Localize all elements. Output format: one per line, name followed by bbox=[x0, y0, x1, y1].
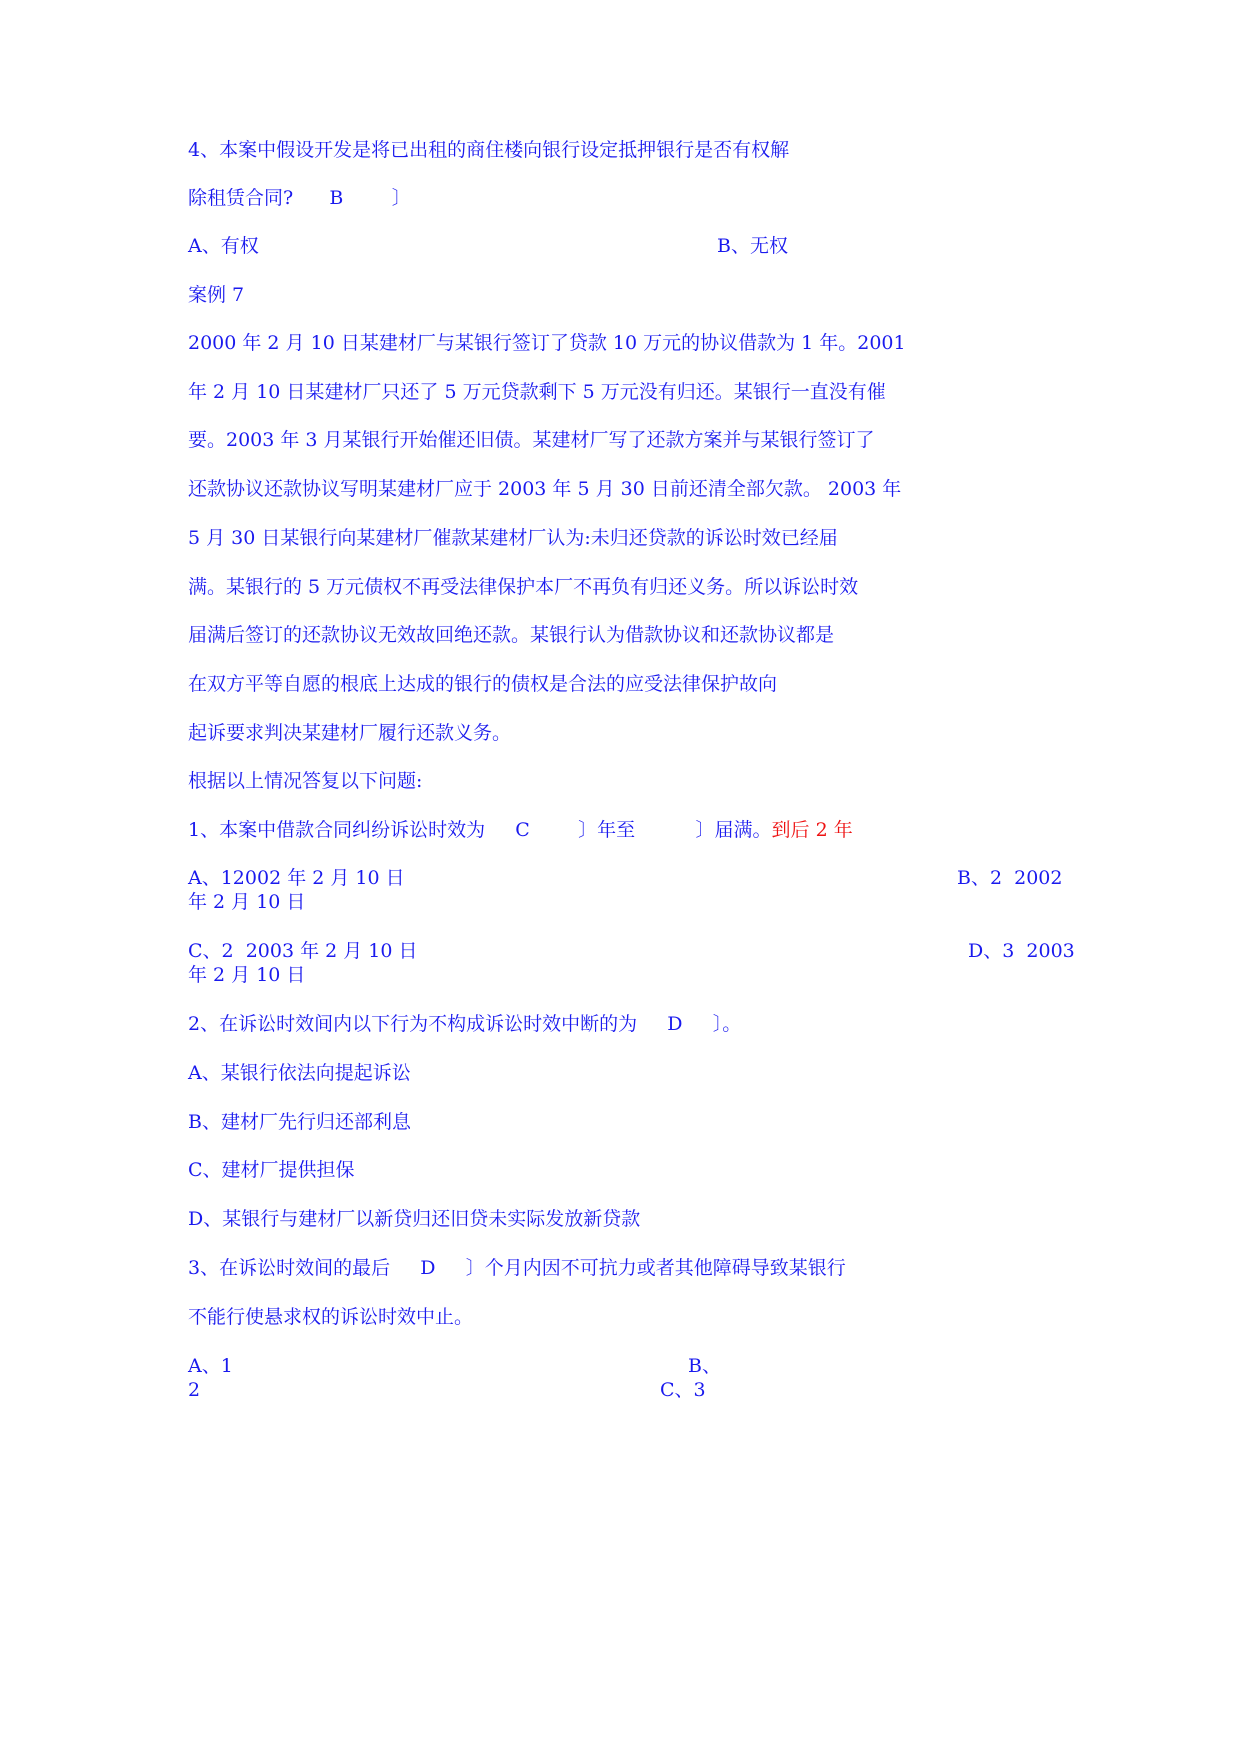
q1-option-d-continued: 年 2 月 10 日 bbox=[188, 964, 306, 986]
case7-paragraph-line: 2000 年 2 月 10 日某建材厂与某银行签订了贷款 10 万元的协议借款为 1 年。2001 bbox=[188, 332, 906, 354]
q3-line2: 不能行使悬求权的诉讼时效中止。 bbox=[188, 1306, 474, 1328]
q1-option-c: C、2 2003 年 2 月 10 日 bbox=[188, 940, 418, 962]
case7-paragraph-line: 起诉要求判决某建材厂履行还款义务。 bbox=[188, 722, 512, 744]
q4-option-a: A、有权 bbox=[188, 235, 259, 257]
q4-line2: 除租赁合同? B 〕 bbox=[188, 187, 411, 209]
case7-prompt: 根据以上情况答复以下问题: bbox=[188, 770, 423, 792]
q1-handwritten-note: 到后 2 年 bbox=[771, 819, 853, 841]
q2-option-d: D、某银行与建材厂以新贷归还旧贷未实际发放新贷款 bbox=[188, 1208, 641, 1230]
case7-paragraph-line: 在双方平等自愿的根底上达成的银行的债权是合法的应受法律保护故向 bbox=[188, 673, 778, 695]
case7-paragraph-line: 届满后签订的还款协议无效故回绝还款。某银行认为借款协议和还款协议都是 bbox=[188, 624, 835, 646]
case7-paragraph-line: 年 2 月 10 日某建材厂只还了 5 万元贷款剩下 5 万元没有归还。某银行一直没有催 bbox=[188, 381, 886, 403]
case7-paragraph-line: 要。2003 年 3 月某银行开始催还旧债。某建材厂写了还款方案并与某银行签订了 bbox=[188, 429, 875, 451]
q1-question: 1、本案中借款合同纠纷诉讼时效为 C 〕年至 〕届满。 bbox=[188, 819, 772, 841]
q3-line1: 3、在诉讼时效间的最后 D 〕个月内因不可抗力或者其他障碍导致某银行 bbox=[188, 1257, 846, 1279]
q2-option-a: A、某银行依法向提起诉讼 bbox=[188, 1062, 411, 1084]
q1-option-a: A、12002 年 2 月 10 日 bbox=[188, 867, 405, 889]
q2-option-c: C、建材厂提供担保 bbox=[188, 1159, 355, 1181]
q1-option-b-continued: 年 2 月 10 日 bbox=[188, 891, 306, 913]
q4-option-b: B、无权 bbox=[717, 235, 788, 257]
q3-option-b-continued: 2 bbox=[188, 1379, 201, 1401]
q1-option-b: B、2 2002 bbox=[957, 867, 1063, 889]
q2-option-b: B、建材厂先行归还部利息 bbox=[188, 1111, 411, 1133]
q1-option-d: D、3 2003 bbox=[968, 940, 1075, 962]
case7-paragraph-line: 满。某银行的 5 万元债权不再受法律保护本厂不再负有归还义务。所以诉讼时效 bbox=[188, 576, 859, 598]
case7-paragraph-line: 5 月 30 日某银行向某建材厂催款某建材厂认为:未归还贷款的诉讼时效已经届 bbox=[188, 527, 838, 549]
case7-title: 案例 7 bbox=[188, 284, 245, 306]
q3-option-c: C、3 bbox=[660, 1379, 706, 1401]
q3-option-a: A、1 bbox=[188, 1355, 233, 1377]
q3-option-b: B、 bbox=[688, 1355, 721, 1377]
case7-paragraph-line: 还款协议还款协议写明某建材厂应于 2003 年 5 月 30 日前还清全部欠款。 2003 年 bbox=[188, 478, 902, 500]
q1-text bbox=[188, 818, 853, 842]
q4-line1: 4、本案中假设开发是将已出租的商住楼向银行设定抵押银行是否有权解 bbox=[188, 139, 790, 161]
q2-text: 2、在诉讼时效间内以下行为不构成诉讼时效中断的为 D 〕。 bbox=[188, 1013, 742, 1035]
